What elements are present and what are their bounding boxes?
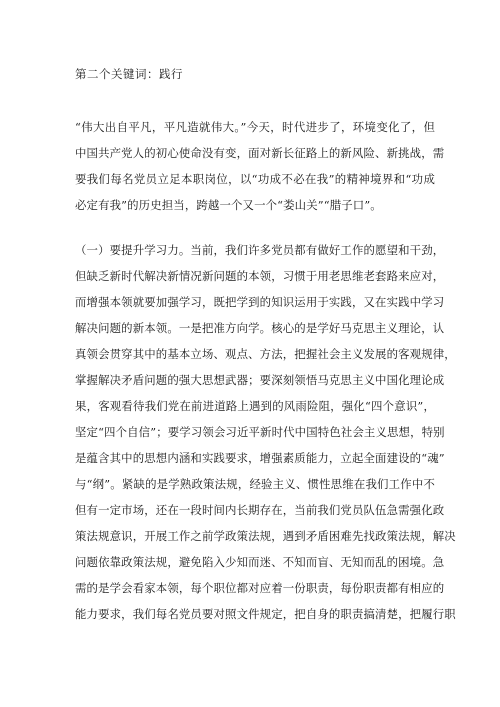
text-line: 要我们每名党员立足本职岗位，以“功成不必在我”的精神境界和“功成 (75, 172, 435, 186)
text-line: （一）要提升学习力。当前，我们许多党员都有做好工作的愿望和干劲， (75, 243, 445, 257)
text-line: “伟大出自平凡，平凡造就伟大。”今天，时代进步了，环境变化了，但 (75, 120, 435, 134)
text-line: 必定有我”的历史担当，跨越一个又一个“娄山关”“腊子口”。 (75, 198, 382, 212)
text-line: 策法规意识，开展工作之前学政策法规，遇到矛盾困难先找政策法规，解决 (75, 529, 456, 543)
text-line: 掌握解决矛盾问题的强大思想武器；要深刻领悟马克思主义中国化理论成 (75, 373, 445, 387)
paragraph-intro (75, 114, 445, 218)
text-line: 解决问题的新本领。一是把准方向学。核心的是学好马克思主义理论，认 (75, 321, 445, 335)
text-line: 真领会贯穿其中的基本立场、观点、方法，把握社会主义发展的客观规律， (75, 347, 456, 361)
text-line: 能力要求，我们每名党员要对照文件规定，把自身的职责搞清楚，把履行职 (75, 607, 456, 621)
text-line: 是蕴含其中的思想内涵和实践要求，增强素质能力，立起全面建设的“魂” (75, 451, 445, 465)
text-line: 果，客观看待我们党在前进道路上遇到的风雨险阻，强化“四个意识”， (75, 399, 435, 413)
paragraph-study (75, 237, 456, 627)
text-line: 而增强本领就要加强学习，既把学到的知识运用于实践，又在实践中学习 (75, 295, 445, 309)
text-line: 坚定“四个自信”；要学习领会习近平新时代中国特色社会主义思想，特别 (75, 425, 445, 439)
text-line: 问题依靠政策法规，避免陷入少知而迷、不知而盲、无知而乱的困境。急 (75, 555, 445, 569)
text-line: 与“纲”。紧缺的是学熟政策法规，经验主义、惯性思维在我们工作中不 (75, 477, 435, 491)
text-line: 但有一定市场，还在一段时间内长期存在，当前我们党员队伍急需强化政 (75, 503, 445, 517)
section-heading: 第二个关键词：践行 (75, 67, 183, 81)
text-line: 但缺乏新时代解决新情况新问题的本领，习惯于用老思维老套路来应对， (75, 269, 445, 283)
text-line: 中国共产党人的初心使命没有变，面对新长征路上的新风险、新挑战，需 (75, 146, 445, 160)
text-line: 需的是学会看家本领，每个职位都对应着一份职责，每份职责都有相应的 (75, 581, 445, 595)
